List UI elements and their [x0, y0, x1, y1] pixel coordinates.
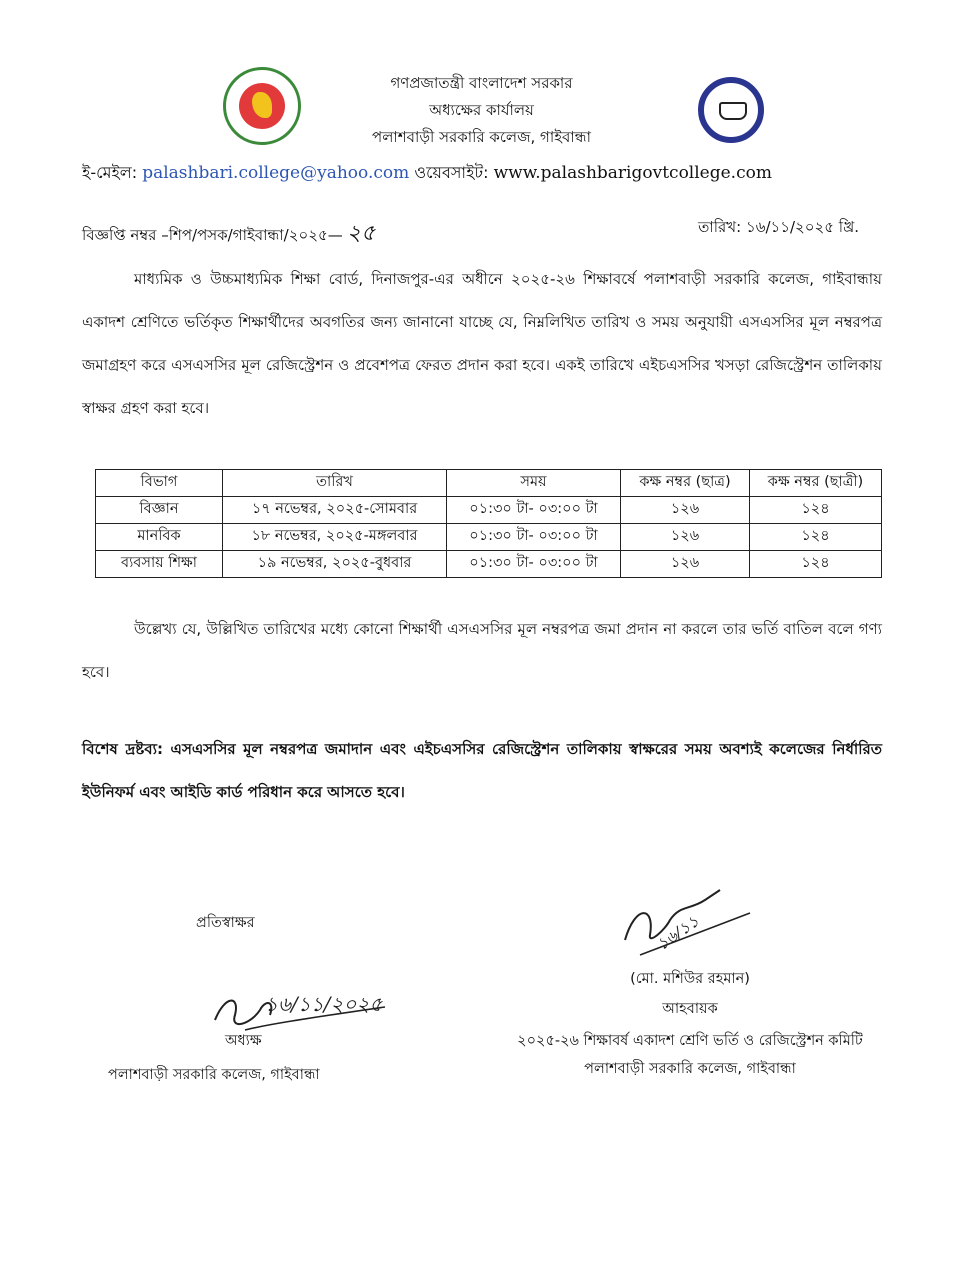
- header-date: তারিখ: [223, 470, 447, 497]
- cell-room-female: ১২৪: [750, 524, 882, 551]
- cell-room-male: ১২৬: [621, 497, 750, 524]
- special-note-text: এসএসসির মূল নম্বরপত্র জমাদান এবং এইচএসসির রেজিস্ট্রেশন তালিকায় স্বাক্ষরের সময় অবশ্যই কলেজের নির্ধারিত ইউনিফর্ম এবং আইডি কার্ড পরিধান করে আসতে হবে।: [82, 740, 882, 801]
- header-room-male: কক্ষ নম্বর (ছাত্র): [621, 470, 750, 497]
- table-row: [96, 551, 882, 578]
- cell-room-female: ১২৪: [750, 551, 882, 578]
- principal-title: অধ্যক্ষ: [225, 1033, 262, 1049]
- body-paragraph-1-text: মাধ্যমিক ও উচ্চমাধ্যমিক শিক্ষা বোর্ড, দিনাজপুর-এর অধীনে ২০২৫-২৬ শিক্ষাবর্ষে পলাশবাড়ী সরকারি কলেজ, গাইবান্ধায় একাদশ শ্রেণিতে ভর্তিকৃত শিক্ষার্থীদের অবগতির জন্য জানানো যাচ্ছে যে, নিম্নলিখিত তারিখ ও সময় অনুযায়ী এসএসসির মূল নম্বরপত্র জমাগ্রহণ করে এসএসসির মূল রেজিস্ট্রেশন ও প্রবেশপত্র ফেরত প্রদান করা হবে। একই তারিখে এইচএসসির খসড়া রেজিস্ট্রেশন তালিকায় স্বাক্ষর গ্রহণ করা হবে।: [82, 270, 882, 417]
- convener-name: (মো. মশিউর রহমান): [630, 971, 750, 987]
- body-paragraph-1: [82, 258, 882, 430]
- principal-signature-date: ১৬/১১/২০২৫: [265, 992, 383, 1016]
- committee-name: ২০২৫-২৬ শিক্ষাবর্ষ একাদশ শ্রেণি ভর্তি ও রেজিস্ট্রেশন কমিটি: [517, 1033, 863, 1049]
- body-paragraph-2-text: উল্লেখ্য যে, উল্লিখিত তারিখের মধ্যে কোনো শিক্ষার্থী এসএসসির মূল নম্বরপত্র জমা প্রদান না করলে তার ভর্তি বাতিল বলে গণ্য হবে।: [82, 620, 882, 681]
- contact-line: [82, 160, 772, 187]
- cell-room-female: ১২৪: [750, 497, 882, 524]
- convener-role: আহবায়ক: [662, 1001, 718, 1017]
- convener-org: পলাশবাড়ী সরকারি কলেজ, গাইবান্ধা: [584, 1061, 796, 1077]
- reference-label: বিজ্ঞপ্তি নম্বর –শিপ/পসক/গাইবান্ধা/২০২৫—: [82, 226, 343, 244]
- schedule-table: [95, 469, 882, 578]
- cell-room-male: ১২৬: [621, 551, 750, 578]
- cell-department: ব্যবসায় শিক্ষা: [96, 551, 223, 578]
- cell-department: মানবিক: [96, 524, 223, 551]
- email-label: ই-মেইল:: [82, 163, 138, 182]
- cell-date: ১৯ নভেম্বর, ২০২৫-বুধবার: [223, 551, 447, 578]
- cell-date: ১৭ নভেম্বর, ২০২৫-সোমবার: [223, 497, 447, 524]
- header-government: গণপ্রজাতন্ত্রী বাংলাদেশ সরকার: [390, 74, 573, 92]
- header-office: অধ্যক্ষের কার্যালয়: [429, 101, 534, 119]
- convener-signature-date: ১৬/১১: [653, 911, 703, 954]
- table-row: [96, 497, 882, 524]
- cell-department: বিজ্ঞান: [96, 497, 223, 524]
- countersign-label: প্রতিস্বাক্ষর: [196, 915, 255, 931]
- header-college: পলাশবাড়ী সরকারি কলেজ, গাইবান্ধা: [372, 128, 591, 146]
- special-note: [82, 728, 882, 814]
- header-room-female: কক্ষ নম্বর (ছাত্রী): [750, 470, 882, 497]
- email-link[interactable]: palashbari.college@yahoo.com: [142, 163, 410, 183]
- cell-room-male: ১২৬: [621, 524, 750, 551]
- header-time: সময়: [447, 470, 621, 497]
- website-label: ওয়েবসাইট:: [414, 163, 489, 182]
- table-row: [96, 524, 882, 551]
- cell-date: ১৮ নভেম্বর, ২০২৫-মঙ্গলবার: [223, 524, 447, 551]
- cell-time: ০১:৩০ টা- ০৩:০০ টা: [447, 497, 621, 524]
- principal-org: পলাশবাড়ী সরকারি কলেজ, গাইবান্ধা: [108, 1067, 320, 1083]
- cell-time: ০১:৩০ টা- ০৩:০০ টা: [447, 524, 621, 551]
- notice-reference: [82, 216, 375, 253]
- body-paragraph-2: [82, 608, 882, 694]
- cell-time: ০১:৩০ টা- ০৩:০০ টা: [447, 551, 621, 578]
- special-note-label: বিশেষ দ্রষ্টব্য:: [82, 740, 163, 758]
- website-link[interactable]: www.palashbarigovtcollege.com: [493, 163, 772, 183]
- table-header-row: [96, 470, 882, 497]
- notice-date: তারিখ: ১৬/১১/২০২৫ খ্রি.: [698, 218, 859, 236]
- header-department: বিভাগ: [96, 470, 223, 497]
- reference-number-handwritten: ২৫: [346, 221, 376, 246]
